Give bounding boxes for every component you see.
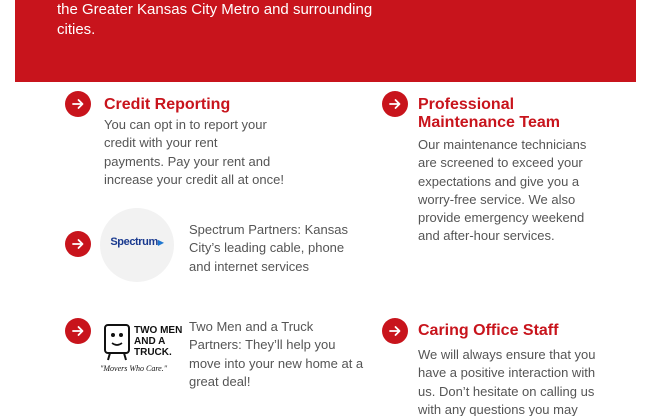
mover-figure-icon (102, 322, 132, 362)
arrow-right-circle-icon[interactable] (382, 91, 408, 117)
spectrum-description: Spectrum Partners: Kansas City’s leading cable, phone and internet services (189, 222, 348, 274)
two-men-description: Two Men and a Truck Partners: They’ll help you move into your new home at a great deal! (189, 319, 364, 389)
spectrum-logo: Spectrum▶ (100, 208, 174, 282)
caring-office-staff-title: Caring Office Staff (418, 322, 559, 339)
arrow-right-circle-icon[interactable] (382, 318, 408, 344)
maintenance-team-title: Professional Maintenance Team (418, 96, 560, 131)
two-men-and-a-truck-logo: TWO MEN AND A TRUCK. "Movers Who Care." (100, 320, 184, 376)
credit-reporting-title: Credit Reporting (104, 96, 231, 113)
maintenance-team-description: Our maintenance technicians are screened to exceed your expectations and give you a worry-free service. We also provide emergency weekend and after-hour services. (418, 137, 587, 244)
arrow-right-circle-icon[interactable] (65, 318, 91, 344)
hero-text: the Greater Kansas City Metro and surrounding cities. (57, 1, 373, 38)
hero-banner (15, 0, 636, 82)
credit-reporting-description: You can opt in to report your credit with your rent payments. Pay your rent and increase your credit all at once! (104, 117, 284, 187)
arrow-right-circle-icon[interactable] (65, 91, 91, 117)
caring-office-staff-description: We will always ensure that you have a positive interaction with us. Don’t hesitate on calling us with any questions you may (418, 347, 596, 416)
arrow-right-circle-icon[interactable] (65, 231, 91, 257)
spectrum-arrow-icon: ▶ (157, 238, 164, 247)
